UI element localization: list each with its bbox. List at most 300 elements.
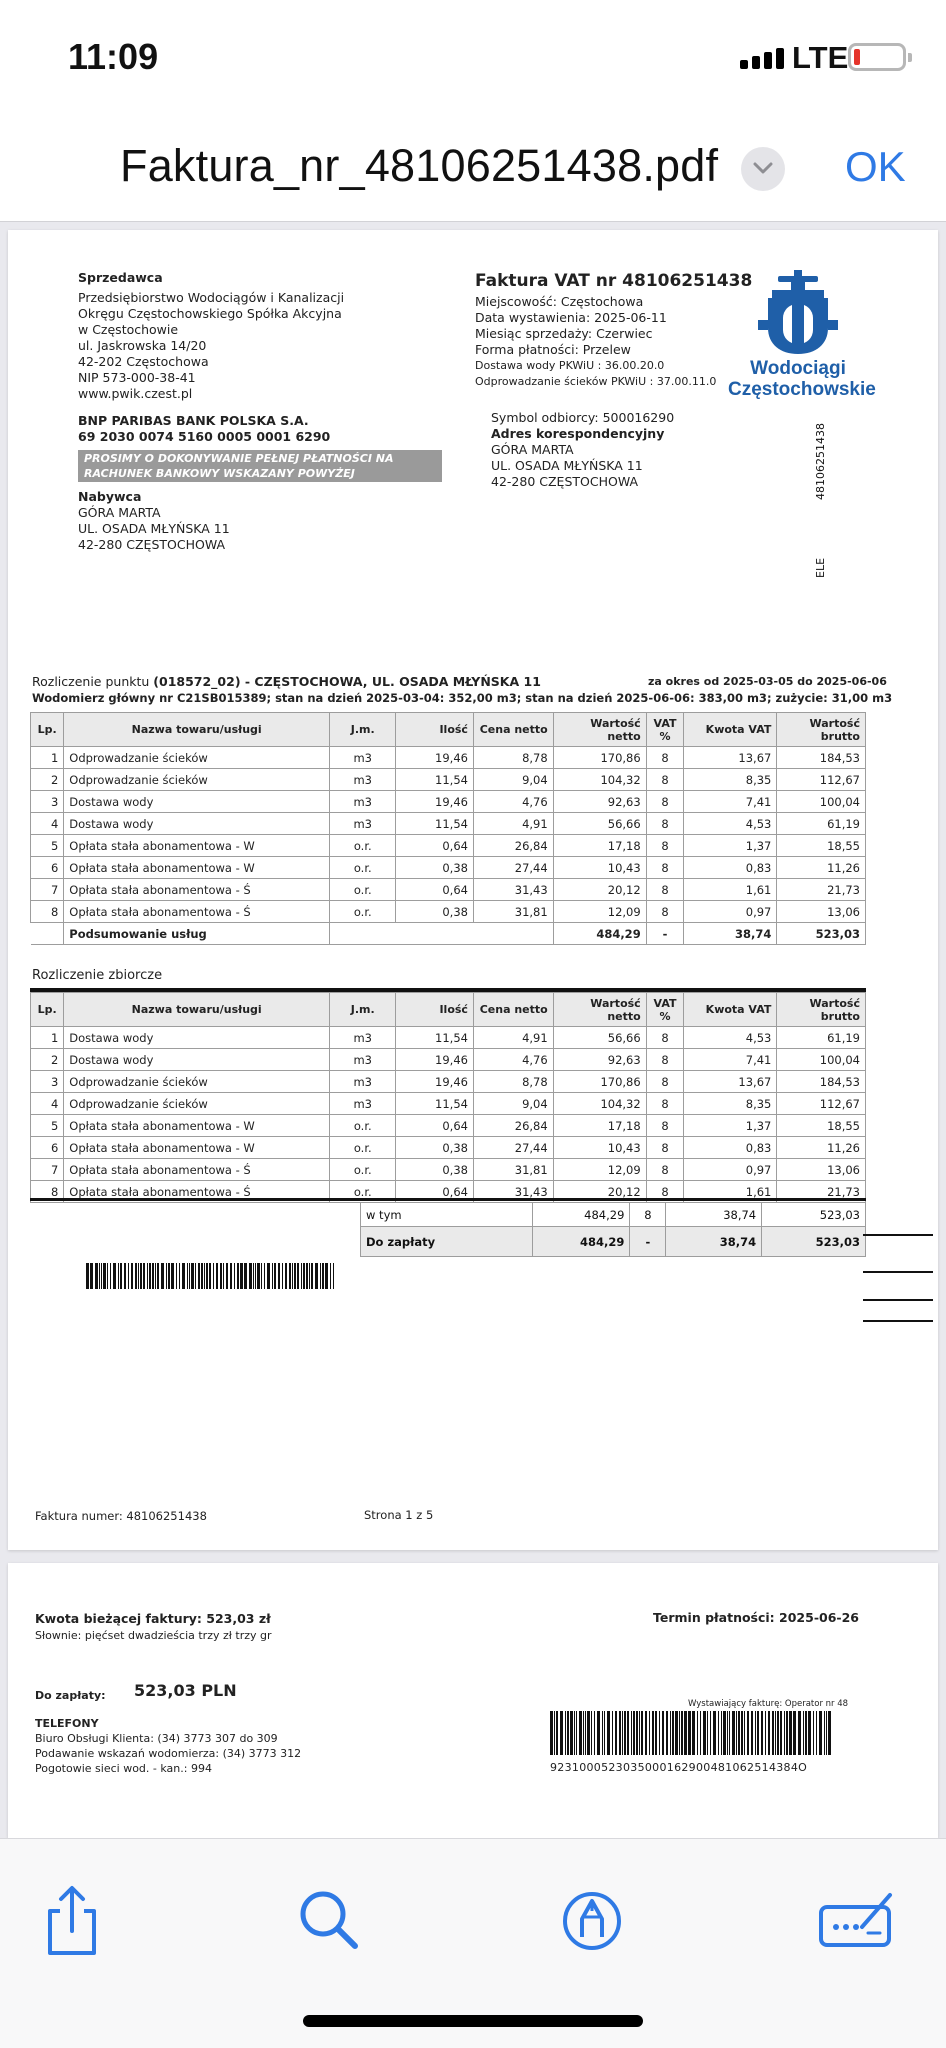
margin-mark: [863, 1271, 933, 1273]
invoice-pkwiu-line: Dostawa wody PKWiU : 36.00.20.0: [475, 359, 665, 372]
barcode-bar: [95, 1263, 98, 1289]
table-cell: 11,54: [396, 769, 474, 791]
table-cell: 184,53: [777, 747, 866, 769]
table-row: [31, 1159, 866, 1181]
table-row: [31, 857, 866, 879]
barcode-bar: [325, 1263, 328, 1289]
footer-page-number: Strona 1 z 5: [364, 1508, 434, 1522]
table-cell: 7: [31, 879, 64, 901]
barcode-bar: [322, 1263, 324, 1289]
settlement-point-value: (018572_02) - CZĘSTOCHOWA, UL. OSADA MŁYŃSKA 11: [153, 674, 541, 689]
table-cell: 8: [646, 1093, 684, 1115]
table-cell: m3: [330, 791, 396, 813]
barcode-bar: [585, 1711, 587, 1755]
barcode-bar: [223, 1263, 224, 1289]
table-row: [31, 769, 866, 791]
table-cell: 3: [31, 791, 64, 813]
barcode-bar: [591, 1711, 592, 1755]
invoice-info-line: Miejscowość: Częstochowa: [475, 294, 644, 309]
table-cell: 26,84: [473, 1115, 553, 1137]
network-type: LTE: [792, 40, 849, 75]
table-cell: 92,63: [553, 791, 646, 813]
barcode-bar: [567, 1711, 569, 1755]
barcode-bar: [209, 1263, 212, 1289]
barcode-bar: [226, 1263, 228, 1289]
barcode-bar: [721, 1711, 723, 1755]
bank-account: 69 2030 0074 5160 0005 0001 6290: [78, 429, 331, 444]
recipient-line: 42-280 CZĘSTOCHOWA: [491, 474, 639, 489]
barcode-bar: [264, 1263, 266, 1289]
table-row: [31, 1071, 866, 1093]
barcode-bar: [320, 1263, 321, 1289]
phone-line: Podawanie wskazań wodomierza: (34) 3773 312: [35, 1747, 302, 1760]
invoice-info: [475, 294, 716, 390]
barcode-bar: [206, 1263, 208, 1289]
signature-button[interactable]: [818, 1881, 898, 1961]
barcode-number: 9231000523035000162900481062514384O: [550, 1761, 808, 1774]
table-cell: 19,46: [396, 747, 474, 769]
barcode-bar: [681, 1711, 683, 1755]
recipient-line: GÓRA MARTA: [491, 442, 574, 457]
margin-mark: [863, 1299, 933, 1301]
table-cell: Odprowadzanie ścieków: [64, 747, 330, 769]
table-cell: 31,43: [473, 1181, 553, 1203]
barcode-bar: [659, 1711, 660, 1755]
seller-line: ul. Jaskrowska 14/20: [78, 338, 207, 353]
barcode-bar: [713, 1711, 716, 1755]
amount-in-words: Słownie: pięćset dwadzieścia trzy zł trzy gr: [35, 1629, 272, 1642]
table-cell: 2: [31, 1049, 64, 1071]
pdf-page-1: [8, 230, 938, 1550]
invoice-info-line: Miesiąc sprzedaży: Czerwiec: [475, 326, 653, 341]
table-cell: 7,41: [684, 791, 777, 813]
table-cell: 4: [31, 813, 64, 835]
barcode-bar: [761, 1711, 764, 1755]
barcode-bar: [245, 1263, 247, 1289]
barcode-bar: [655, 1711, 658, 1755]
table-cell: 104,32: [553, 769, 646, 791]
table-cell: 11,54: [396, 1093, 474, 1115]
table-cell: Odprowadzanie ścieków: [64, 1093, 330, 1115]
settlement-point-label: Rozliczenie punktu: [32, 674, 154, 689]
bank-name: BNP PARIBAS BANK POLSKA S.A.: [78, 413, 309, 428]
table-cell: 27,44: [473, 1137, 553, 1159]
table-cell: 26,84: [473, 835, 553, 857]
table-cell: 12,09: [553, 901, 646, 923]
table-cell: 170,86: [553, 747, 646, 769]
table-cell: 8: [31, 1181, 64, 1203]
table-cell: 17,18: [553, 835, 646, 857]
table-cell: 18,55: [777, 835, 866, 857]
table-cell: 1,61: [684, 1181, 777, 1203]
table-cell: Opłata stała abonamentowa - W: [64, 1137, 330, 1159]
summary-label: Podsumowanie usług: [64, 923, 330, 945]
barcode-bar: [679, 1711, 680, 1755]
table-cell: 1: [31, 1027, 64, 1049]
recipient-symbol: Symbol odbiorcy: 500016290: [491, 410, 675, 425]
barcode-bar: [179, 1263, 181, 1289]
table-cell: 8: [31, 901, 64, 923]
seller-line: Okręgu Częstochowskiego Spółka Akcyjna: [78, 306, 342, 321]
table-cell: 61,19: [777, 1027, 866, 1049]
table-cell: 5: [31, 835, 64, 857]
barcode-bar: [808, 1711, 811, 1755]
table-cell: m3: [330, 747, 396, 769]
table-cell: 19,46: [396, 1049, 474, 1071]
barcode-icon: [86, 1263, 336, 1289]
barcode-bar: [636, 1711, 639, 1755]
vertical-code: ELE: [814, 557, 827, 578]
barcode-bar: [784, 1711, 785, 1755]
table-cell: 8: [646, 901, 684, 923]
seller-website: www.pwik.czest.pl: [78, 386, 193, 401]
table-cell: m3: [330, 1049, 396, 1071]
table-cell: 2: [31, 769, 64, 791]
barcode-bar: [249, 1263, 252, 1289]
barcode-bar: [255, 1263, 257, 1289]
cellular-signal-icon: [740, 48, 784, 69]
invoice-info-line: Forma płatności: Przelew: [475, 342, 631, 357]
margin-mark: [863, 1234, 933, 1236]
barcode-bar: [171, 1263, 174, 1289]
barcode-bar: [751, 1711, 754, 1755]
table-cell: 0,38: [396, 857, 474, 879]
column-header: Kwota VAT: [684, 713, 777, 747]
current-amount: Kwota bieżącej faktury: 523,03 zł: [35, 1611, 271, 1626]
barcode-bar: [757, 1711, 759, 1755]
table-cell: 13,67: [684, 747, 777, 769]
barcode-bar: [289, 1263, 292, 1289]
table-cell: Opłata stała abonamentowa - Ś: [64, 1181, 330, 1203]
share-icon: [32, 1881, 112, 1961]
table-cell: 8: [646, 1027, 684, 1049]
barcode-bar: [639, 1711, 640, 1755]
barcode-bar: [554, 1711, 555, 1755]
barcode-bar: [631, 1711, 632, 1755]
totals-pay-label: Do zapłaty: [361, 1227, 533, 1257]
buyer-heading: Nabywca: [78, 489, 142, 504]
table-cell: 6: [31, 857, 64, 879]
table-cell: Opłata stała abonamentowa - W: [64, 1115, 330, 1137]
barcode-bar: [607, 1711, 610, 1755]
totals-wtym-kwota: 38,74: [666, 1203, 762, 1227]
buyer-line: 42-280 CZĘSTOCHOWA: [78, 537, 226, 552]
table-cell: 0,38: [396, 1137, 474, 1159]
barcode-bar: [297, 1263, 300, 1289]
barcode-bar: [168, 1263, 170, 1289]
pdf-page-2: [8, 1563, 938, 1838]
barcode-bar: [768, 1711, 770, 1755]
barcode-bar: [103, 1263, 106, 1289]
markup-button[interactable]: [552, 1881, 632, 1961]
column-header: Ilość: [396, 713, 474, 747]
barcode-bar: [131, 1263, 133, 1289]
table-cell: 1,61: [684, 879, 777, 901]
table-cell: 4,76: [473, 1049, 553, 1071]
barcode-bar: [201, 1263, 204, 1289]
table-cell: 4,76: [473, 791, 553, 813]
barcode-bar: [90, 1263, 91, 1289]
table-cell: 11,26: [777, 1137, 866, 1159]
column-header: VAT %: [646, 993, 684, 1027]
barcode-bar: [786, 1711, 788, 1755]
table-cell: 112,67: [777, 769, 866, 791]
buyer-line: GÓRA MARTA: [78, 505, 161, 520]
table-cell: 8: [646, 813, 684, 835]
table-cell: 21,73: [777, 1181, 866, 1203]
table-cell: 8: [646, 857, 684, 879]
barcode-bar: [261, 1263, 262, 1289]
barcode-bar: [624, 1711, 626, 1755]
seller-block: [78, 270, 344, 402]
table-cell: 4,53: [684, 1027, 777, 1049]
table-cell: 8,35: [684, 769, 777, 791]
barcode-bar: [311, 1263, 313, 1289]
barcode-bar: [157, 1263, 159, 1289]
bank-block: [78, 413, 330, 445]
table-cell: 27,44: [473, 857, 553, 879]
recipient-heading: Adres korespondencyjny: [491, 426, 665, 441]
barcode-bar: [303, 1263, 305, 1289]
table-cell: 11,54: [396, 813, 474, 835]
table-cell: 9,04: [473, 769, 553, 791]
table-cell: 12,09: [553, 1159, 646, 1181]
table-cell: 19,46: [396, 1071, 474, 1093]
barcode-bar: [794, 1711, 796, 1755]
table-cell: Odprowadzanie ścieków: [64, 769, 330, 791]
vertical-invoice-number: 48106251438: [814, 423, 827, 500]
table-cell: 19,46: [396, 791, 474, 813]
table-cell: 13,06: [777, 901, 866, 923]
barcode-bar: [824, 1711, 825, 1755]
barcode-bar: [675, 1711, 678, 1755]
table-cell: o.r.: [330, 835, 396, 857]
battery-icon: [848, 43, 906, 71]
totals-pay-brutto: 523,03: [762, 1227, 866, 1257]
table-cell: 13,67: [684, 1071, 777, 1093]
barcode-bar: [816, 1711, 818, 1755]
seller-line: w Częstochowie: [78, 322, 179, 337]
barcode-bar: [147, 1263, 148, 1289]
table-cell: m3: [330, 1071, 396, 1093]
barcode-bar: [602, 1711, 603, 1755]
barcode-bar: [101, 1263, 103, 1289]
table-cell: 4,53: [684, 813, 777, 835]
barcode-bar: [672, 1711, 674, 1755]
table-cell: Opłata stała abonamentowa - Ś: [64, 879, 330, 901]
table-cell: 8: [646, 1115, 684, 1137]
current-amount-block: [35, 1610, 272, 1644]
barcode-bar: [813, 1711, 814, 1755]
barcode-bar: [732, 1711, 735, 1755]
barcode-bar: [99, 1263, 100, 1289]
table-cell: 7: [31, 1159, 64, 1181]
barcode-bar: [257, 1263, 260, 1289]
table-cell: 31,43: [473, 879, 553, 901]
table-cell: o.r.: [330, 1137, 396, 1159]
table-cell: 8,78: [473, 747, 553, 769]
column-header: VAT %: [646, 713, 684, 747]
table-row: [31, 901, 866, 923]
totals-pay-vat: -: [630, 1227, 666, 1257]
barcode-bar: [128, 1263, 129, 1289]
table-cell: o.r.: [330, 1115, 396, 1137]
table-cell: 4: [31, 1093, 64, 1115]
totals-table: [360, 1202, 866, 1257]
settlement-meter: Wodomierz główny nr C21SB015389; stan na dzień 2025-03-04: 352,00 m3; stan na dzień 2025-06-06: 383,00 m3; zużycie: 31,00 m3: [32, 691, 893, 705]
table-cell: 17,18: [553, 1115, 646, 1137]
column-header: Nazwa towaru/usługi: [64, 713, 330, 747]
table-cell: 184,53: [777, 1071, 866, 1093]
table-cell: 0,83: [684, 857, 777, 879]
home-indicator[interactable]: [303, 2015, 643, 2027]
table-row: [31, 1115, 866, 1137]
barcode-bar: [723, 1711, 726, 1755]
barcode-bar: [330, 1263, 331, 1289]
margin-mark: [863, 1320, 933, 1322]
barcode-bar: [780, 1711, 783, 1755]
barcode-bar: [107, 1263, 108, 1289]
phones-block: [35, 1716, 301, 1776]
payment-note-line: PROSIMY O DOKONYWANIE PEŁNEJ PŁATNOŚCI NA: [84, 452, 394, 465]
payment-barcode-icon: [550, 1711, 832, 1755]
barcode-bar: [772, 1711, 775, 1755]
table-cell: 0,38: [396, 1159, 474, 1181]
table-cell: 9,04: [473, 1093, 553, 1115]
chevron-down-icon: [752, 160, 774, 178]
barcode-bar: [826, 1711, 828, 1755]
barcode-bar: [198, 1263, 200, 1289]
barcode-bar: [560, 1711, 563, 1755]
table-cell: 10,43: [553, 857, 646, 879]
totals-pay-kwota: 38,74: [666, 1227, 762, 1257]
table-cell: 0,64: [396, 1181, 474, 1203]
summary-empty: [31, 923, 64, 945]
barcode-bar: [285, 1263, 287, 1289]
search-icon: [290, 1881, 370, 1961]
buyer-block: [78, 489, 230, 553]
table-cell: 56,66: [553, 1027, 646, 1049]
barcode-bar: [684, 1711, 687, 1755]
table-cell: 8: [646, 1159, 684, 1181]
table-cell: 0,64: [396, 835, 474, 857]
seller-line: Przedsiębiorstwo Wodociągów i Kanalizacji: [78, 290, 345, 305]
barcode-bar: [747, 1711, 749, 1755]
barcode-bar: [274, 1263, 276, 1289]
status-time: 11:09: [68, 36, 159, 77]
table-cell: Dostawa wody: [64, 1027, 330, 1049]
table-cell: 8: [646, 1049, 684, 1071]
barcode-bar: [110, 1263, 112, 1289]
table-cell: 0,97: [684, 901, 777, 923]
search-button[interactable]: [290, 1881, 370, 1961]
table-row: [31, 835, 866, 857]
column-header: Cena netto: [473, 713, 553, 747]
table-row: [31, 1027, 866, 1049]
table-cell: 61,19: [777, 813, 866, 835]
barcode-bar: [587, 1711, 590, 1755]
table-cell: Dostawa wody: [64, 813, 330, 835]
settlement-period: za okres od 2025-03-05 do 2025-06-06: [648, 675, 887, 688]
column-header: Wartość brutto: [777, 993, 866, 1027]
table-row: [31, 1137, 866, 1159]
barcode-bar: [597, 1711, 600, 1755]
barcode-bar: [294, 1263, 296, 1289]
collective-settlement-title: Rozliczenie zbiorcze: [32, 968, 163, 983]
bottom-toolbar: [0, 1838, 946, 2048]
barcode-bar: [710, 1711, 712, 1755]
barcode-bar: [315, 1263, 318, 1289]
barcode-bar: [140, 1263, 142, 1289]
document-title[interactable]: Faktura_nr_48106251438.pdf: [120, 140, 719, 191]
table-cell: 0,64: [396, 879, 474, 901]
barcode-bar: [703, 1711, 706, 1755]
barcode-bar: [777, 1711, 779, 1755]
table-row: [31, 1049, 866, 1071]
barcode-bar: [149, 1263, 151, 1289]
barcode-bar: [662, 1711, 664, 1755]
barcode-bar: [138, 1263, 139, 1289]
barcode-bar: [176, 1263, 177, 1289]
barcode-bar: [309, 1263, 310, 1289]
barcode-bar: [736, 1711, 737, 1755]
totals-wtym-label: w tym: [361, 1203, 533, 1227]
summary-empty: [473, 923, 553, 945]
barcode-bar: [182, 1263, 185, 1289]
column-header: J.m.: [330, 993, 396, 1027]
invoice-info-line: Data wystawienia: 2025-06-11: [475, 310, 667, 325]
totals-wtym-netto: 484,29: [532, 1203, 630, 1227]
barcode-bar: [113, 1263, 116, 1289]
share-button[interactable]: [32, 1881, 112, 1961]
table-cell: 10,43: [553, 1137, 646, 1159]
buyer-line: UL. OSADA MŁYŃSKA 11: [78, 521, 230, 536]
summary-row: [31, 923, 866, 945]
ok-button[interactable]: OK: [845, 143, 906, 190]
barcode-bar: [666, 1711, 669, 1755]
collective-table: [30, 992, 866, 1203]
recipient-line: UL. OSADA MŁYŃSKA 11: [491, 458, 643, 473]
column-header: Wartość netto: [553, 993, 646, 1027]
barcode-bar: [604, 1711, 606, 1755]
markup-icon: [552, 1881, 632, 1961]
table-cell: 8: [646, 835, 684, 857]
table-cell: 21,73: [777, 879, 866, 901]
totals-row-wtym: [361, 1203, 866, 1227]
table-cell: o.r.: [330, 1181, 396, 1203]
barcode-bar: [282, 1263, 283, 1289]
table-cell: 1: [31, 747, 64, 769]
barcode-bar: [237, 1263, 239, 1289]
document-header: [0, 110, 946, 222]
barcode-bar: [191, 1263, 194, 1289]
table-bottom-rule: [30, 1198, 866, 1201]
barcode-bar: [789, 1711, 792, 1755]
barcode-bar: [574, 1711, 575, 1755]
barcode-bar: [187, 1263, 188, 1289]
table-row: [31, 1093, 866, 1115]
title-menu-button[interactable]: [741, 147, 785, 191]
table-cell: 7,41: [684, 1049, 777, 1071]
column-header: Lp.: [31, 993, 64, 1027]
barcode-bar: [652, 1711, 654, 1755]
table-cell: 20,12: [553, 879, 646, 901]
barcode-bar: [594, 1711, 596, 1755]
table-cell: 104,32: [553, 1093, 646, 1115]
barcode-bar: [267, 1263, 270, 1289]
barcode-bar: [120, 1263, 122, 1289]
totals-pay-netto: 484,29: [532, 1227, 630, 1257]
